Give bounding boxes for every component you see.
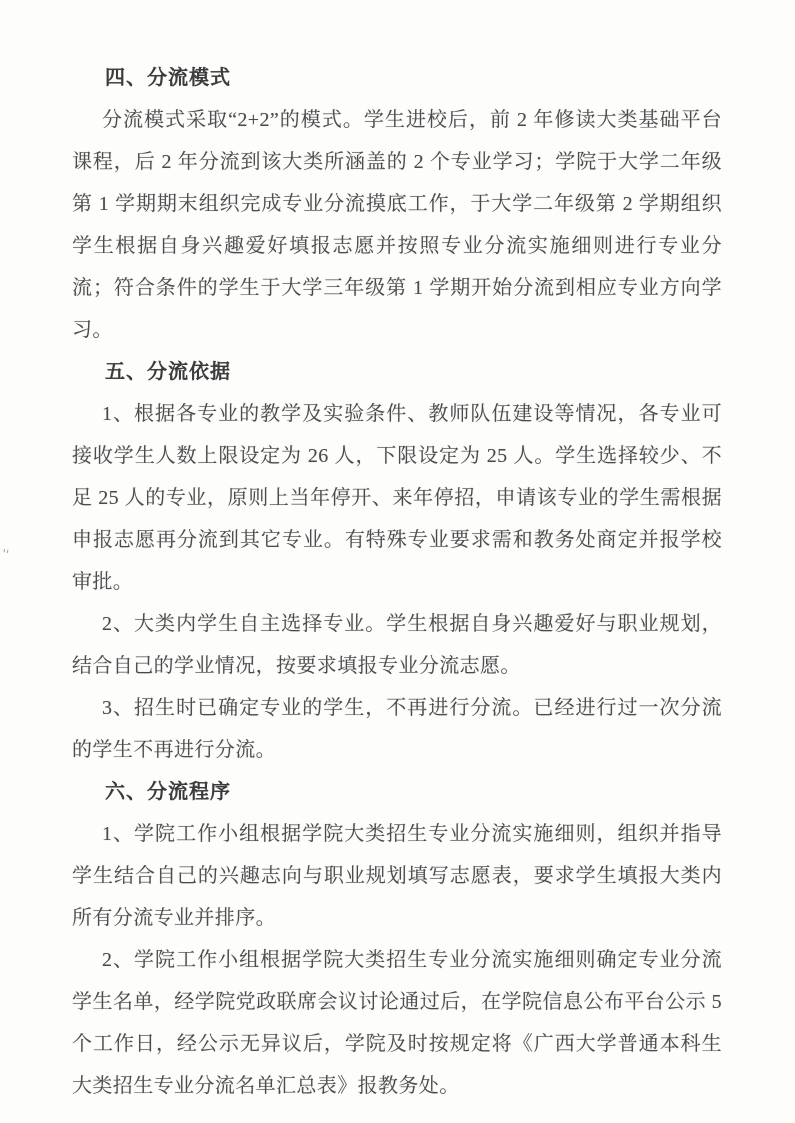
- section-diversion-basis: [72, 351, 722, 771]
- paragraph: 3、招生时已确定专业的学生，不再进行分流。已经进行过一次分流的学生不再进行分流。: [72, 697, 722, 761]
- section-heading-diversion-mode: 四、分流模式: [105, 67, 231, 89]
- scan-speck-artifact: '': [0, 546, 10, 562]
- section-diversion-procedure: [72, 771, 722, 1107]
- section-heading-diversion-procedure: 六、分流程序: [105, 781, 231, 803]
- document-body: [72, 57, 722, 1107]
- section-diversion-mode: [72, 57, 722, 351]
- section-heading-diversion-basis: 五、分流依据: [105, 361, 231, 383]
- paragraph: 1、根据各专业的教学及实验条件、教师队伍建设等情况，各专业可接收学生人数上限设定为 26 人，下限设定为 25 人。学生选择较少、不足 25 人的专业，原则上当年停开、来年停招，申请该专业的学生需根据申报志愿再分流到其它专业。有特殊专业要求需和教务处商定并报学校审批。: [72, 403, 722, 593]
- paragraph: 2、大类内学生自主选择专业。学生根据自身兴趣爱好与职业规划，结合自己的学业情况，按要求填报专业分流志愿。: [72, 613, 722, 677]
- paragraph: 分流模式采取“2+2”的模式。学生进校后，前 2 年修读大类基础平台课程，后 2 年分流到该大类所涵盖的 2 个专业学习；学院于大学二年级第 1 学期期末组织完成专业分流摸底工作，于大学二年级第 2 学期组织学生根据自身兴趣爱好填报志愿并按照专业分流实施细则进行专业分流；符合条件的学生于大学三年级第 1 学期开始分流到相应专业方向学习。: [72, 109, 722, 341]
- paragraph: 2、学院工作小组根据学院大类招生专业分流实施细则确定专业分流学生名单，经学院党政联席会议讨论通过后，在学院信息公布平台公示 5 个工作日，经公示无异议后，学院及时按规定将《广西大学普通本科生大类招生专业分流名单汇总表》报教务处。: [72, 949, 722, 1097]
- paragraph: 1、学院工作小组根据学院大类招生专业分流实施细则，组织并指导学生结合自己的兴趣志向与职业规划填写志愿表，要求学生填报大类内所有分流专业并排序。: [72, 823, 722, 929]
